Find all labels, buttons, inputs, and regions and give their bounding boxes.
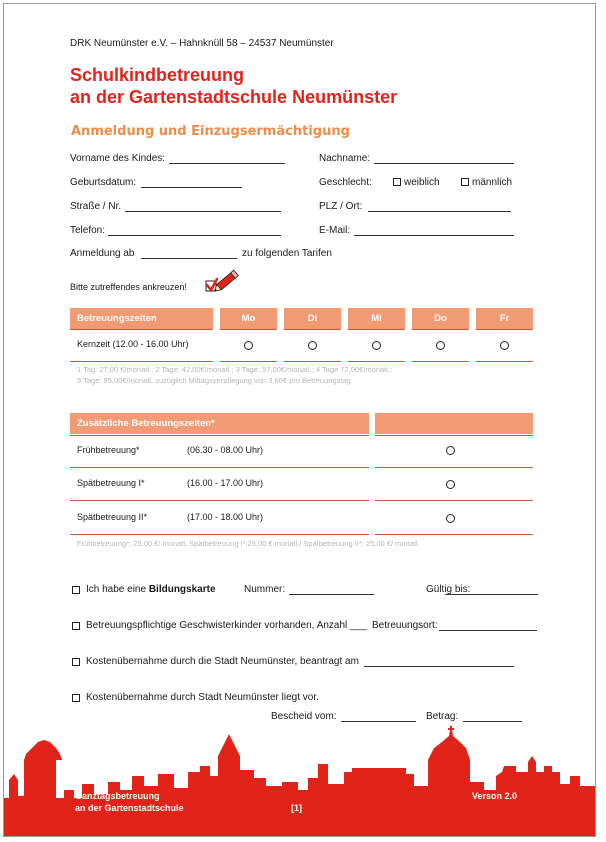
kosten-liegt-vor-checkbox[interactable]: [72, 694, 80, 702]
table1-rule: [412, 329, 469, 330]
table2-rule: [70, 534, 369, 535]
footer-page-number: [1]: [291, 803, 302, 813]
table1-rule: [476, 361, 533, 362]
plz-ort-field[interactable]: [368, 211, 511, 212]
fruehbetreuung-time: (06.30 - 08.00 Uhr): [187, 445, 264, 455]
zusaetzliche-price-note: Frühbetreuung*: 25,00 €/ monatl; Spätbetreuung I*:25,00 € monatl./ Spätbetreuung II*: 25,00 €/ monatl.: [77, 539, 420, 548]
day-header-do: Do: [412, 308, 469, 329]
kernzeit-di-radio[interactable]: [308, 341, 317, 350]
fruehbetreuung-radio[interactable]: [446, 446, 455, 455]
anmeldung-ab-field[interactable]: [141, 258, 237, 259]
geschlecht-label: Geschlecht:: [319, 177, 372, 188]
vorname-label: Vorname des Kindes:: [70, 153, 166, 164]
maennlich-checkbox[interactable]: [461, 178, 469, 186]
kernzeit-mi-radio[interactable]: [372, 341, 381, 350]
telefon-field[interactable]: [108, 235, 281, 236]
spaetbetreuung1-radio[interactable]: [446, 480, 455, 489]
kosten-liegt-vor-label: Kostenübernahme durch Stadt Neumünster liegt vor.: [86, 692, 319, 703]
strasse-label: Straße / Nr.: [70, 201, 122, 212]
anmeldung-ab-label: Anmeldung ab: [70, 248, 135, 259]
betreuungsort-field[interactable]: [439, 630, 537, 631]
kosten-beantragt-label: Kostenübernahme durch die Stadt Neumünster, beantragt am: [86, 656, 359, 667]
gueltig-bis-field[interactable]: [445, 594, 538, 595]
nummer-field[interactable]: [289, 594, 374, 595]
spaetbetreuung2-radio[interactable]: [446, 514, 455, 523]
vorname-field[interactable]: [169, 163, 285, 164]
spaetbetreuung2-time: (17.00 - 18.00 Uhr): [187, 512, 264, 522]
plz-ort-label: PLZ / Ort:: [319, 201, 363, 212]
table1-rule: [476, 329, 533, 330]
bildungskarte-checkbox[interactable]: [72, 586, 80, 594]
email-field[interactable]: [354, 235, 514, 236]
table1-rule: [284, 329, 341, 330]
kernzeit-label: Kernzeit (12.00 - 16.00 Uhr): [77, 339, 189, 349]
kernzeit-mo-radio[interactable]: [244, 341, 253, 350]
table2-rule: [375, 534, 533, 535]
telefon-label: Telefon:: [70, 225, 106, 236]
geschwister-checkbox[interactable]: [72, 622, 80, 630]
gueltig-bis-label: Gültig bis:: [426, 584, 471, 595]
page-title-line2: an der Gartenstadtschule Neumünster: [70, 87, 398, 107]
betreuungsort-label: Betreuungsort:: [372, 620, 438, 631]
weiblich-label: weiblich: [404, 177, 440, 188]
email-label: E-Mail:: [319, 225, 351, 236]
spaetbetreuung2-label: Spätbetreuung II*: [77, 512, 148, 522]
kernzeit-price-note-2: 5 Tage: 95,00€/monatl. zuzüglich Mittagsverpflegung von 3,60€ pro Betreuungstag: [77, 376, 351, 385]
nachname-field[interactable]: [374, 163, 514, 164]
table2-rule: [70, 435, 369, 436]
table1-rule: [348, 361, 405, 362]
weiblich-checkbox[interactable]: [393, 178, 401, 186]
tarife-label: zu folgenden Tarifen: [242, 248, 332, 259]
kernzeit-price-note-1: 1 Tag: 27,00 €/monatl.; 2 Tage: 42,00€/monatl.; 3 Tage: 57,00€/monatl.; 4 Tage 72,00€/monatl.;: [77, 365, 393, 374]
pencil-checkmark-icon: [202, 263, 244, 295]
page-title-line1: Schulkindbetreuung: [70, 65, 245, 85]
city-skyline-graphic: [4, 716, 596, 837]
betrag-label: Betrag:: [426, 711, 459, 722]
day-header-fr: Fr: [476, 308, 533, 329]
kernzeit-do-radio[interactable]: [436, 341, 445, 350]
kosten-beantragt-checkbox[interactable]: [72, 658, 80, 666]
table1-rule: [220, 329, 277, 330]
footer-line2: an der Gartenstadtschule: [75, 803, 184, 813]
table1-rule: [220, 361, 277, 362]
maennlich-label: männlich: [472, 177, 513, 188]
day-header-mo: Mo: [220, 308, 277, 329]
zusaetzliche-header-blank: [375, 413, 533, 434]
footer-version: Verson 2.0: [472, 791, 518, 801]
table1-rule: [348, 329, 405, 330]
form-page: [3, 3, 596, 837]
day-header-mi: Mi: [348, 308, 405, 329]
kosten-beantragt-date-field[interactable]: [364, 666, 514, 667]
table1-rule: [412, 361, 469, 362]
table1-rule: [284, 361, 341, 362]
bildungskarte-label: Ich habe eine Bildungskarte: [86, 584, 216, 595]
spaetbetreuung1-label: Spätbetreuung I*: [77, 478, 145, 488]
table2-rule: [70, 500, 369, 501]
geburtsdatum-field[interactable]: [141, 187, 242, 188]
zusaetzliche-header: Zusätzliche Betreuungszeiten*: [70, 413, 369, 434]
table2-rule: [375, 500, 533, 501]
fruehbetreuung-label: Frühbetreuung*: [77, 445, 140, 455]
ankreuzen-hint: Bitte zutreffendes ankreuzen!: [70, 282, 187, 292]
table2-rule: [375, 467, 533, 468]
table1-rule: [70, 361, 213, 362]
kernzeit-fr-radio[interactable]: [500, 341, 509, 350]
spaetbetreuung1-time: (16.00 - 17.00 Uhr): [187, 478, 264, 488]
day-header-di: Di: [284, 308, 341, 329]
form-subtitle: Anmeldung und Einzugsermächtigung: [71, 124, 350, 139]
table1-rule: [70, 329, 213, 330]
strasse-field[interactable]: [125, 211, 281, 212]
bescheid-label: Bescheid vom:: [271, 711, 337, 722]
org-address: DRK Neumünster e.V. – Hahnknüll 58 – 24537 Neumünster: [70, 38, 334, 49]
table2-rule: [375, 435, 533, 436]
footer-line1: Ganztagsbetreuung: [75, 791, 160, 801]
nummer-label: Nummer:: [244, 584, 286, 595]
geschwister-label: Betreuungspflichtige Geschwisterkinder vorhanden, Anzahl ___: [86, 620, 367, 631]
table2-rule: [70, 467, 369, 468]
nachname-label: Nachname:: [319, 153, 371, 164]
betreuungszeiten-header: Betreuungszeiten: [70, 308, 213, 329]
geburtsdatum-label: Geburtsdatum:: [70, 177, 137, 188]
